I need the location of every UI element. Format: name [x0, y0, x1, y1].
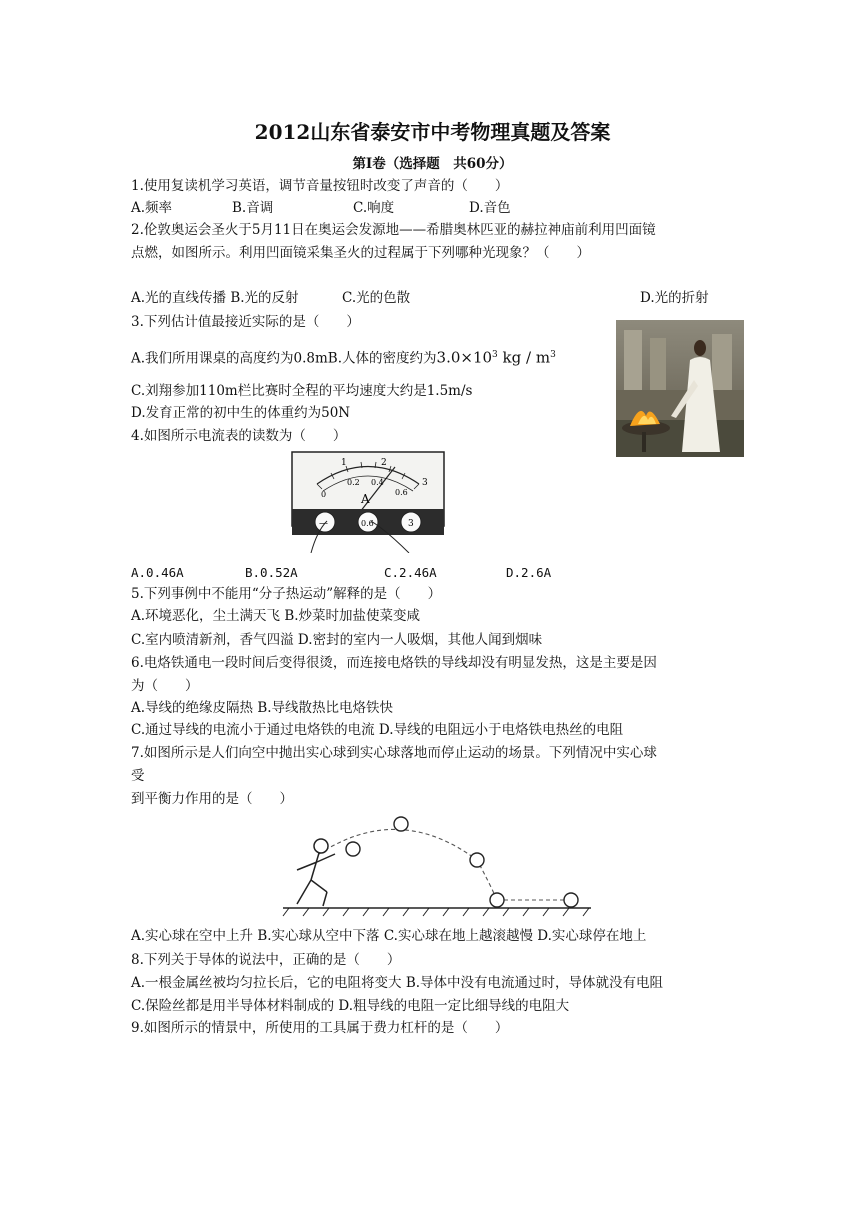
q1-option-b: B.音调 [232, 200, 274, 216]
shot-put-trajectory-figure [279, 812, 595, 920]
ammeter-unit: A [361, 492, 370, 506]
page-title: 2012山东省泰安市中考物理真题及答案 [254, 120, 611, 144]
ground-hatching [283, 908, 589, 916]
scale-top-2: 2 [381, 458, 387, 468]
q9-stem: 9.如图所示的情景中，所使用的工具属于费力杠杆的是（ ） [131, 1020, 509, 1036]
ball-2 [394, 817, 408, 831]
q8-option-ab: A.一根金属丝被均匀拉长后，它的电阻将变大 B.导体中没有电流通过时，导体就没有电阻 [131, 975, 664, 991]
q4-option-b: B.0.52A [245, 565, 298, 580]
q1-stem: 1.使用复读机学习英语，调节音量按钮时改变了声音的（ ） [131, 178, 509, 194]
terminal-0-6: 0.6 [361, 519, 374, 528]
thrower-figure [297, 839, 335, 906]
q8-stem: 8.下列关于导体的说法中，正确的是（ ） [131, 952, 401, 968]
q3-density-unit-exp: 3 [550, 350, 556, 360]
terminal-negative: — [319, 519, 328, 529]
q2-option-c: C.光的色散 [342, 290, 411, 306]
q4-option-c: C.2.46A [384, 565, 437, 580]
ammeter-figure [291, 451, 445, 553]
q1-option-c: C.响度 [353, 200, 395, 216]
q7-stem-line1: 7.如图所示是人们向空中抛出实心球到实心球落地而停止运动的场景。下列情况中实心球 [131, 745, 657, 761]
q6-stem-line1: 6.电烙铁通电一段时间后变得很烫，而连接电烙铁的导线却没有明显发热，这是主要是因 [131, 655, 657, 671]
q1-option-d: D.音色 [469, 200, 511, 216]
q2-option-d: D.光的折射 [640, 290, 709, 306]
scale-top-1: 1 [341, 458, 347, 468]
q4-stem: 4.如图所示电流表的读数为（ ） [131, 428, 347, 444]
q5-option-cd: C.室内喷清新剂，香气四溢 D.密封的室内一人吸烟，其他人闻到烟味 [131, 632, 543, 648]
q7-options: A.实心球在空中上升 B.实心球从空中下落 C.实心球在地上越滚越慢 D.实心球停在地上 [131, 928, 647, 944]
q7-stem-line3: 到平衡力作用的是（ ） [131, 791, 293, 807]
q1-option-a: A.频率 [131, 200, 173, 216]
q3-stem: 3.下列估计值最接近实际的是（ ） [131, 314, 360, 330]
ball-5 [564, 893, 578, 907]
ball-3 [470, 853, 484, 867]
scale-top-3: 3 [422, 478, 428, 488]
q3-option-c: C.刘翔参加110m栏比赛时全程的平均速度大约是1.5m/s [131, 383, 473, 399]
q2-stem-line2: 点燃，如图所示。利用凹面镜采集圣火的过程属于下列哪种光现象？（ ） [131, 245, 590, 261]
q3-option-d: D.发育正常的初中生的体重约为50N [131, 405, 351, 421]
q7-stem-line2: 受 [131, 768, 145, 784]
q3-density-exp: 3 [492, 350, 498, 360]
q4-option-a: A.0.46A [131, 565, 184, 580]
q5-option-ab: A.环境恶化，尘土满天飞 B.炒菜时加盐使菜变咸 [131, 608, 421, 624]
terminal-3: 3 [408, 519, 414, 529]
ball-4 [490, 893, 504, 907]
q6-stem-line2: 为（ ） [131, 678, 199, 694]
q3-density-value: 3.0×10 [436, 348, 493, 367]
q4-option-d: D.2.6A [506, 565, 552, 580]
q8-option-cd: C.保险丝都是用半导体材料制成的 D.粗导线的电阻一定比细导线的电阻大 [131, 998, 570, 1014]
q2-option-ab: A.光的直线传播 B.光的反射 [131, 290, 299, 306]
q6-option-ab: A.导线的绝缘皮隔热 B.导线散热比电烙铁快 [131, 700, 394, 716]
ball-1 [346, 842, 360, 856]
q2-stem-line1: 2.伦敦奥运会圣火于5月11日在奥运会发源地——希腊奥林匹亚的赫拉神庙前利用凹面镜 [131, 222, 656, 238]
scale-zero: 0 [321, 490, 327, 499]
q6-option-cd: C.通过导线的电流小于通过电烙铁的电流 D.导线的电阻远小于电烙铁电热丝的电阻 [131, 722, 624, 738]
scale-inner-1: 0.2 [347, 478, 360, 487]
section-heading: 第Ⅰ卷（选择题 共60分） [352, 156, 513, 172]
scale-inner-2: 0.4 [371, 478, 384, 487]
q3-density-unit: kg / m [497, 348, 551, 367]
olympic-torch-photo [616, 320, 744, 457]
q3-option-ab-text: A.我们所用课桌的高度约为0.8mB.人体的密度约为 [131, 350, 437, 367]
q5-stem: 5.下列事例中不能用“分子热运动”解释的是（ ） [131, 586, 442, 602]
scale-inner-3: 0.6 [395, 488, 408, 497]
q3-option-ab [131, 345, 556, 369]
